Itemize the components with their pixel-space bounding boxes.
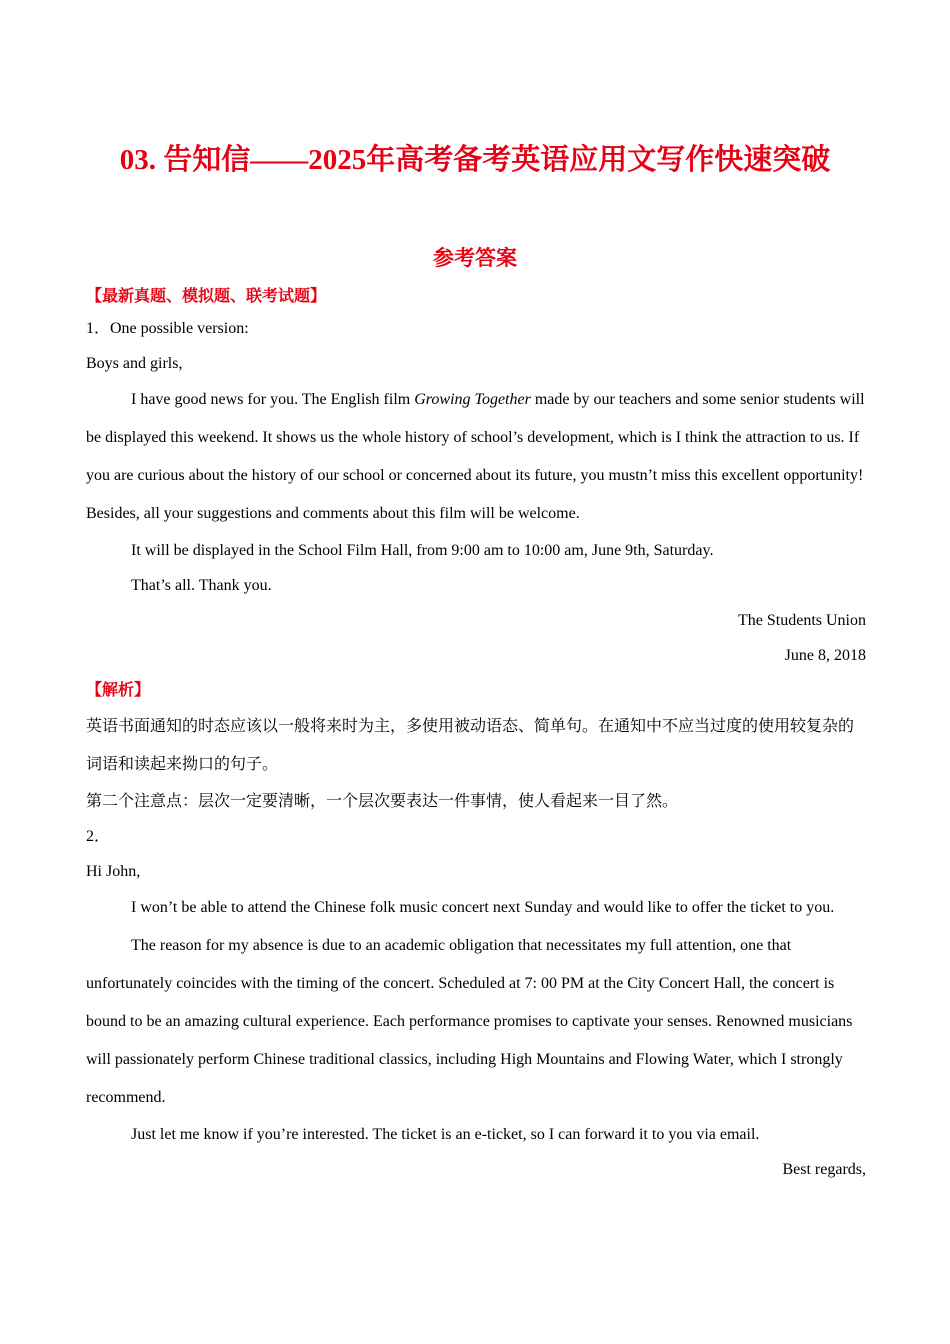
analysis-tag: 【解析】 [86,682,151,699]
q1-film-title: Growing Together [414,391,531,408]
q1-signature: The Students Union [738,612,866,629]
q2-paragraph-3: Just let me know if you’re interested. The ticket is an e-ticket, so I can forward it to you via email. [131,1126,760,1143]
q2-closing: Best regards, [782,1161,866,1178]
document-title: 03. 告知信——2025年高考备考英语应用文写作快速突破 [119,144,831,176]
q2-greeting: Hi John, [86,863,141,880]
q1-date: June 8, 2018 [784,647,866,664]
q1-greeting: Boys and girls, [86,355,183,372]
q1-p1-part1: I have good news for you. The English film [131,391,415,408]
q1-paragraph-2: It will be displayed in the School Film Hall, from 9:00 am to 10:00 am, June 9th, Saturday. [131,542,714,559]
answer-heading: 参考答案 [433,246,517,270]
analysis-text-1: 英语书面通知的时态应该以一般将来时为主，多使用被动语态、简单句。在通知中不应当过度的使用较复杂的词语和读起来拗口的句子。 [86,718,855,773]
analysis-text-2: 第二个注意点：层次一定要清晰，一个层次要表达一件事情，使人看起来一目了然。 [86,793,679,810]
q1-number: 1．One possible version: [86,320,249,337]
q1-paragraph-1 [86,381,866,533]
document-body [86,283,866,1187]
q1-p1-part2: made by our teachers and some senior students will be displayed this weekend. It shows us the whole history of school’s development, which is I think the attraction to us. If you are curious about the history of our school or concerned about its future, you mustn’t miss this excellent opportunity! Besides, all your suggestions and comments about this film will be welcome. [86,391,865,522]
section-tag: 【最新真题、模拟题、联考试题】 [86,288,327,305]
q1-paragraph-3: That’s all. Thank you. [131,577,272,594]
q2-paragraph-1: I won’t be able to attend the Chinese folk music concert next Sunday and would like to offer the ticket to you. [131,899,835,916]
q2-paragraph-2: The reason for my absence is due to an academic obligation that necessitates my full attention, one that unfortunately coincides with the timing of the concert. Scheduled at 7: 00 PM at the City Concert Hall, the concert is bound to be an amazing cultural experience. Each performance promises to captivate your senses. Renowned musicians will passionately perform Chinese traditional classics, including High Mountains and Flowing Water, which I strongly recommend. [86,937,853,1106]
q2-number: 2． [86,828,111,845]
